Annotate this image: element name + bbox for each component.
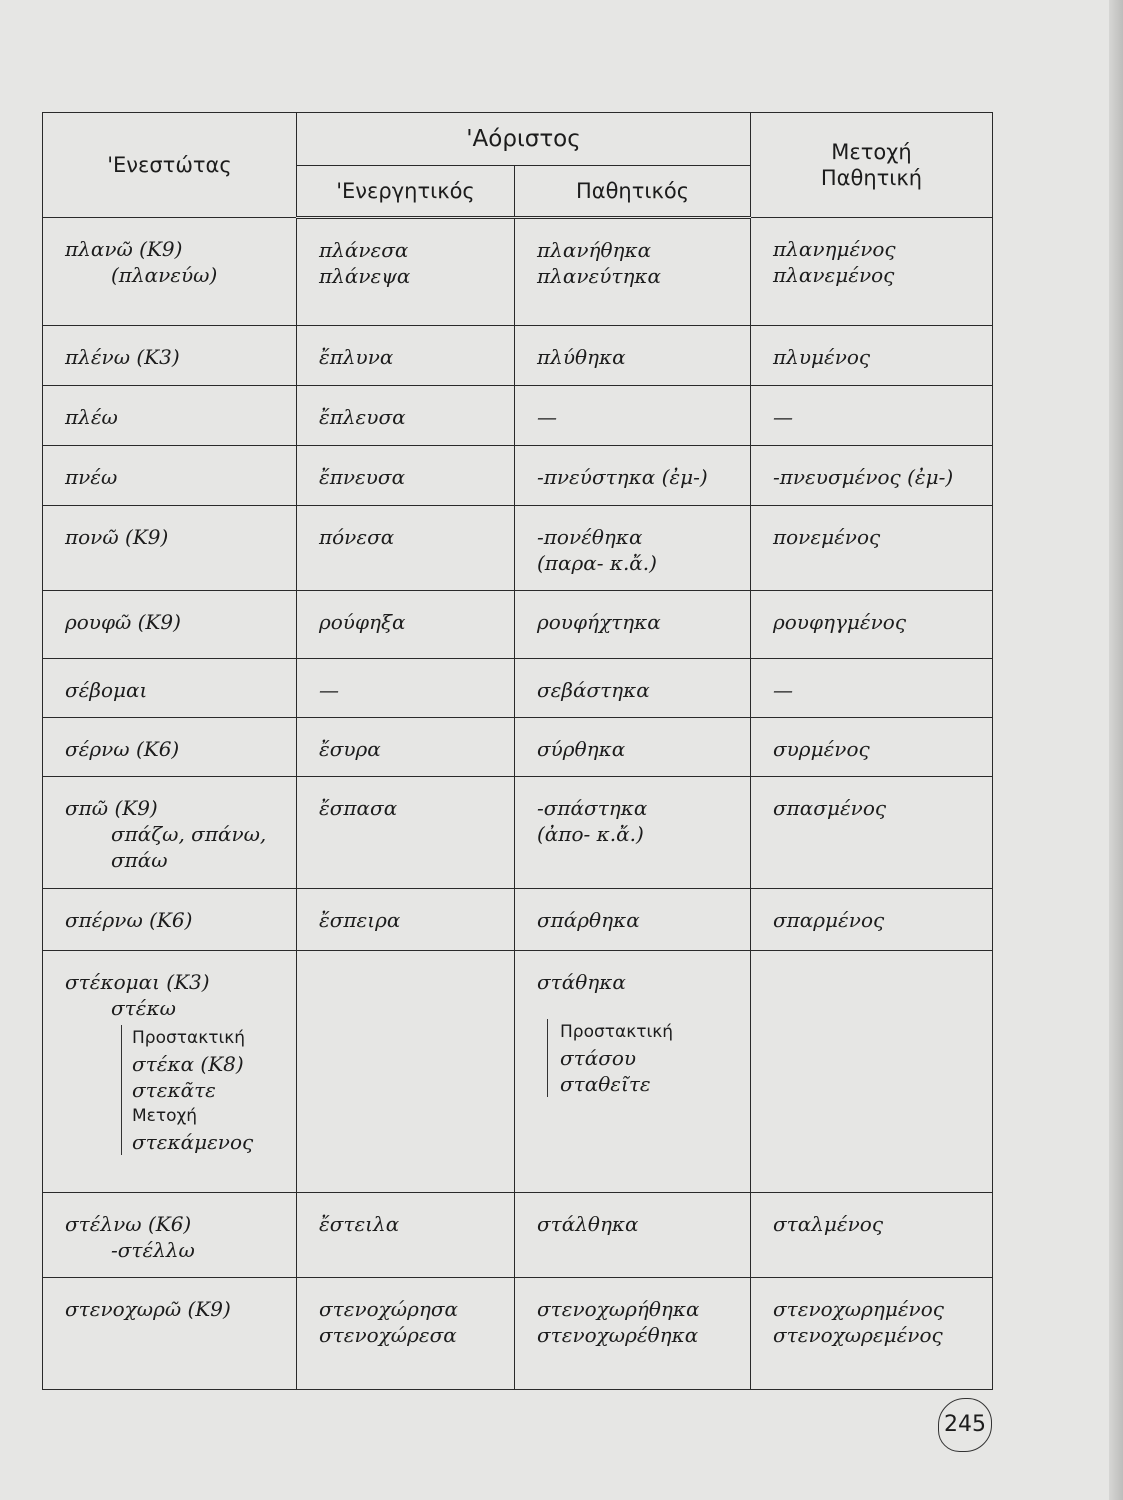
verb-form: —: [537, 405, 557, 429]
verb-form: στενοχωρεμένος: [773, 1323, 943, 1347]
cell-passive: [515, 1193, 751, 1278]
cell-passive: [515, 326, 751, 386]
cell-active: [297, 889, 515, 951]
imperative-block: [121, 1025, 286, 1155]
cell-present: [43, 506, 297, 591]
cell-active: [297, 659, 515, 718]
table-row: [43, 591, 993, 659]
verb-form: στάλθηκα: [537, 1212, 639, 1236]
verb-form: πλανεύτηκα: [537, 264, 662, 288]
verb-form: —: [319, 678, 339, 702]
cell-passive: [515, 659, 751, 718]
verb-form: στενοχωρημένος: [773, 1297, 944, 1321]
verb-form: σταλμένος: [773, 1212, 884, 1236]
verb-form: στενοχωρήθηκα: [537, 1297, 700, 1321]
cell-present: [43, 718, 297, 777]
verb-form: πνέω: [65, 465, 118, 489]
verb-form: πλύθηκα: [537, 345, 626, 369]
cell-active: [297, 1278, 515, 1390]
cell-active: [297, 591, 515, 659]
cell-passive: [515, 506, 751, 591]
verb-form: ἔσυρα: [319, 737, 381, 761]
imperative-form: στάσου: [560, 1046, 637, 1070]
cell-active: [297, 326, 515, 386]
table-row: [43, 718, 993, 777]
cell-passive: [515, 218, 751, 326]
header-participle-line1: Μετοχή: [831, 140, 912, 164]
table-row: [43, 506, 993, 591]
verb-form: στενοχωρέθηκα: [537, 1323, 699, 1347]
cell-participle: [751, 1278, 993, 1390]
table-row: [43, 659, 993, 718]
cell-active: [297, 506, 515, 591]
header-aorist: [297, 113, 751, 166]
verb-form: -στέλλω: [111, 1238, 195, 1262]
participle-label: Μετοχή: [132, 1106, 198, 1126]
header-passive: [515, 165, 751, 218]
verb-form: -πνεύστηκα (ἐμ-): [537, 465, 708, 489]
table-row: [43, 218, 993, 326]
verb-form: σπασμένος: [773, 796, 887, 820]
verb-form: ἔπλυνα: [319, 345, 394, 369]
verb-form: ἔστειλα: [319, 1212, 400, 1236]
cell-participle: [751, 1193, 993, 1278]
verb-form: ἔπλευσα: [319, 405, 406, 429]
verb-present: στέκομαι (Κ3): [65, 970, 210, 994]
cell-present: [43, 326, 297, 386]
verb-form: (παρα- κ.ἄ.): [537, 551, 657, 575]
verb-form: πονῶ (Κ9): [65, 525, 169, 549]
verb-form: πλένω (Κ3): [65, 345, 180, 369]
verb-form: σέρνω (Κ6): [65, 737, 180, 761]
verb-form: ρουφῶ (Κ9): [65, 610, 181, 634]
cell-participle: [751, 591, 993, 659]
verb-form: ἔπνευσα: [319, 465, 406, 489]
cell-participle: [751, 326, 993, 386]
cell-participle: [751, 218, 993, 326]
cell-passive: [515, 889, 751, 951]
verb-form: σεβάστηκα: [537, 678, 650, 702]
cell-active: [297, 218, 515, 326]
verb-form: συρμένος: [773, 737, 870, 761]
verb-form: -σπάστηκα: [537, 796, 648, 820]
verb-form: πλάνεψα: [319, 264, 411, 288]
verb-form: σπάζω, σπάνω,: [111, 822, 267, 846]
verb-form: πλανῶ (Κ9): [65, 237, 183, 261]
verb-present-alt: στέκω: [111, 996, 176, 1020]
verb-form: (πλανεύω): [111, 263, 218, 287]
verb-form: πλάνεσα: [319, 238, 409, 262]
verb-form: σπάω: [111, 848, 168, 872]
table-row: [43, 889, 993, 951]
verb-form: —: [773, 678, 793, 702]
cell-passive: [515, 951, 751, 1193]
verb-form: ἔσπασα: [319, 796, 398, 820]
cell-passive: [515, 591, 751, 659]
cell-active: [297, 718, 515, 777]
verb-form: -πονέθηκα: [537, 525, 643, 549]
passive-imperative-block: [547, 1019, 740, 1097]
cell-participle: [751, 659, 993, 718]
table-row: [43, 1278, 993, 1390]
table-row: [43, 446, 993, 506]
cell-participle: [751, 446, 993, 506]
verb-form: (ἀπο- κ.ἄ.): [537, 822, 644, 846]
cell-passive: [515, 1278, 751, 1390]
header-participle-line2: Παθητική: [820, 166, 923, 190]
verb-form: ρουφηγμένος: [773, 610, 907, 634]
cell-present: [43, 889, 297, 951]
table-row: [43, 777, 993, 889]
header-present-label: 'Ενεστώτας: [107, 153, 232, 177]
cell-present: [43, 951, 297, 1193]
cell-participle: [751, 506, 993, 591]
cell-present: [43, 218, 297, 326]
cell-present: [43, 1278, 297, 1390]
cell-passive: [515, 777, 751, 889]
verb-form: σπῶ (Κ9): [65, 796, 158, 820]
cell-active: [297, 386, 515, 446]
header-present: [43, 113, 297, 218]
cell-present: [43, 659, 297, 718]
table-row: [43, 1193, 993, 1278]
header-aorist-label: 'Αόριστος: [466, 125, 581, 152]
cell-present: [43, 1193, 297, 1278]
verb-form: πόνεσα: [319, 525, 395, 549]
verb-form: -πνευσμένος (ἐμ-): [773, 465, 954, 489]
table-row: [43, 386, 993, 446]
verb-form: πλέω: [65, 405, 118, 429]
verb-table: [42, 112, 993, 1390]
verb-form: ρουφήχτηκα: [537, 610, 661, 634]
verb-form: πονεμένος: [773, 525, 881, 549]
imperative-label: Προστακτική: [132, 1028, 245, 1048]
verb-form: πλανήθηκα: [537, 238, 652, 262]
header-active-label: 'Ενεργητικός: [336, 178, 475, 203]
verb-form: πλανεμένος: [773, 263, 895, 287]
cell-present: [43, 777, 297, 889]
table-row: [43, 326, 993, 386]
cell-participle: [751, 718, 993, 777]
verb-form: πλανημένος: [773, 237, 896, 261]
cell-participle: [751, 386, 993, 446]
cell-passive: [515, 446, 751, 506]
cell-present: [43, 591, 297, 659]
verb-form: σπαρμένος: [773, 908, 885, 932]
cell-active: [297, 446, 515, 506]
verb-form: σπέρνω (Κ6): [65, 908, 193, 932]
cell-participle: [751, 889, 993, 951]
participle-form: στεκάμενος: [132, 1130, 254, 1154]
page-number: 245: [938, 1398, 992, 1452]
header-participle: [751, 113, 993, 218]
verb-form: πλυμένος: [773, 345, 871, 369]
table-row-stekomai: [43, 951, 993, 1193]
verb-form: στέλνω (Κ6): [65, 1212, 192, 1236]
imperative-label: Προστακτική: [560, 1022, 673, 1042]
verb-form: σέβομαι: [65, 678, 148, 702]
cell-present: [43, 446, 297, 506]
header-passive-label: Παθητικός: [575, 178, 690, 203]
verb-form: στενοχώρησα: [319, 1297, 458, 1321]
imperative-form: σταθεῖτε: [560, 1072, 651, 1096]
verb-form: στενοχωρῶ (Κ9): [65, 1297, 231, 1321]
page-edge: [1109, 0, 1123, 1500]
cell-participle: [751, 951, 993, 1193]
cell-active: [297, 777, 515, 889]
verb-form: ἔσπειρα: [319, 908, 401, 932]
verb-form: —: [773, 405, 793, 429]
cell-active: [297, 1193, 515, 1278]
cell-participle: [751, 777, 993, 889]
verb-form: στενοχώρεσα: [319, 1323, 457, 1347]
imperative-form: στεκᾶτε: [132, 1078, 216, 1102]
cell-active: [297, 951, 515, 1193]
cell-present: [43, 386, 297, 446]
verb-form: ρούφηξα: [319, 610, 406, 634]
header-active: [297, 165, 515, 218]
cell-passive: [515, 718, 751, 777]
verb-form: σπάρθηκα: [537, 908, 640, 932]
verb-passive: στάθηκα: [537, 970, 626, 994]
imperative-form: στέκα (Κ8): [132, 1052, 244, 1076]
cell-passive: [515, 386, 751, 446]
verb-form: σύρθηκα: [537, 737, 626, 761]
